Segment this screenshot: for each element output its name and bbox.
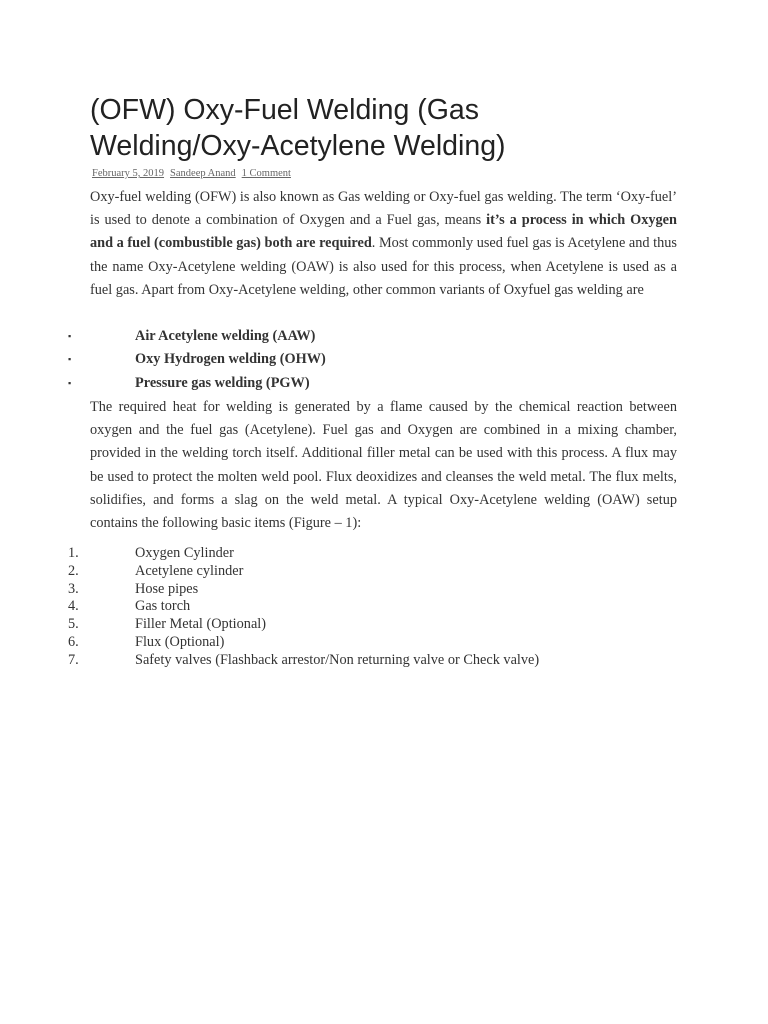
item-number: 3. <box>68 580 79 597</box>
square-bullet-icon: ▪ <box>68 377 72 388</box>
article-title-line-1: (OFW) Oxy-Fuel Welding (Gas <box>90 94 480 126</box>
item-label: Filler Metal (Optional) <box>135 616 267 633</box>
variant-label: Air Acetylene welding (AAW) <box>135 328 316 344</box>
item-number: 5. <box>68 616 79 633</box>
square-bullet-icon: ▪ <box>68 354 72 365</box>
author-link[interactable]: Sandeep Anand <box>170 168 236 179</box>
item-label: Gas torch <box>135 598 191 615</box>
item-number: 1. <box>68 545 79 561</box>
item-number: 6. <box>68 633 79 650</box>
post-date-link[interactable]: February 5, 2019 <box>92 168 165 179</box>
item-label: Acetylene cylinder <box>135 562 244 579</box>
item-label: Flux (Optional) <box>135 633 225 650</box>
item-number: 2. <box>68 562 79 579</box>
item-number: 7. <box>68 651 79 668</box>
variant-label: Pressure gas welding (PGW) <box>135 374 310 391</box>
heat-paragraph: The required heat for welding is generated by a flame caused by the chemical reaction between oxygen and the fuel gas (Acetylene). Fuel gas and Oxygen are combined in a mixing chamber, provided in the welding torch itself. Additional filler metal can be used with this process. A flux may be used to protect the molten weld pool. Flux deoxidizes and cleanses the weld metal. The flux melts, solidifies, and forms a slag on the weld metal. A typical Oxy-Acetylene welding (OAW) setup contains the following basic items (Figure – 1): <box>90 399 677 532</box>
intro-text-end: . Most commonly used fuel gas is Acetylene and thus the name Oxy-Acetylene welding (OAW) is also used for this process, when Acetylene is used as a fuel gas. Apart from Oxy-Acetylene welding, other common variants of Oxyfuel gas welding are <box>90 235 677 298</box>
comments-link[interactable]: 1 Comment <box>241 168 291 179</box>
intro-text-start: Oxy-fuel welding (OFW) is also known as Gas welding or Oxy-fuel gas welding. The term ‘Oxy-fuel’ is used to denote a combination of Oxygen and a Fuel gas, means <box>90 189 677 229</box>
article-title-line-2: Welding/Oxy-Acetylene Welding) <box>90 130 506 162</box>
item-number: 4. <box>68 598 79 615</box>
post-meta <box>92 168 291 179</box>
intro-bold-text: it’s a process in which Oxygen and a fuel (combustible gas) both are required <box>90 212 677 252</box>
square-bullet-icon: ▪ <box>68 331 72 341</box>
item-label: Oxygen Cylinder <box>135 545 234 561</box>
variant-label: Oxy Hydrogen welding (OHW) <box>135 351 326 368</box>
item-label: Safety valves (Flashback arrestor/Non returning valve or Check valve) <box>135 651 540 668</box>
item-label: Hose pipes <box>135 580 199 597</box>
article-title <box>90 92 690 164</box>
intro-paragraph <box>90 186 677 302</box>
